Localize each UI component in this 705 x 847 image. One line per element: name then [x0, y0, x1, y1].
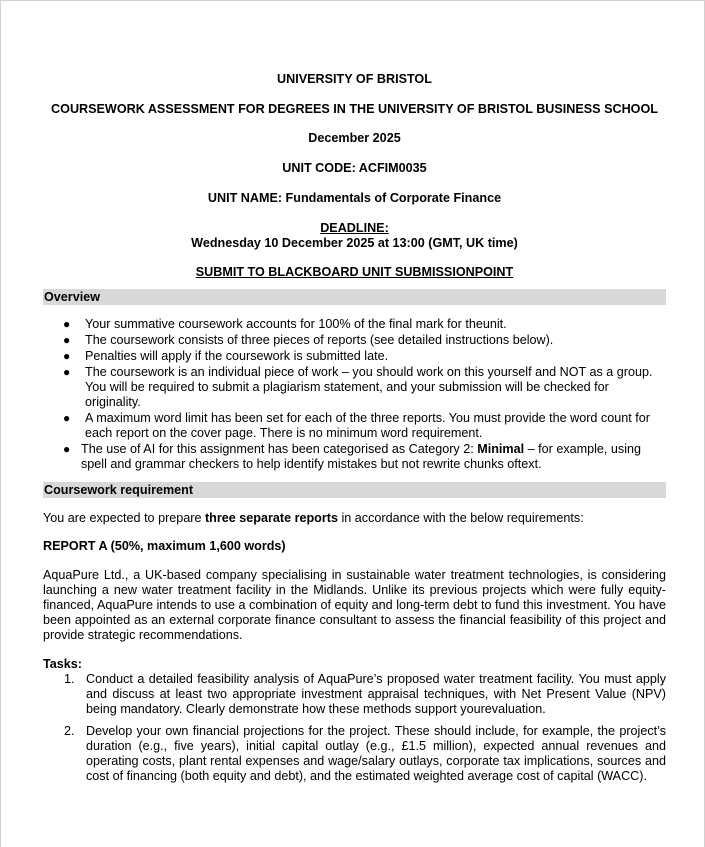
task-number: 1. — [64, 672, 75, 686]
ai-text-after: – for example, using spell and grammar checkers to help identify mistakes but not rewrite chunks oftext. — [81, 442, 642, 471]
submit-instruction — [43, 265, 666, 280]
assessment-title: COURSEWORK ASSESSMENT FOR DEGREES IN THE UNIVERSITY OF BRISTOL BUSINESS SCHOOL — [51, 102, 658, 116]
document-page — [43, 72, 666, 784]
unit-code: UNIT CODE: ACFIM0035 — [282, 161, 427, 175]
bullet-text: Penalties will apply if the coursework is submitted late. — [85, 349, 389, 363]
task-text: Conduct a detailed feasibility analysis of AquaPure’s proposed water treatment facility. You must apply and discuss at least two appropriate investment appraisal techniques, with Net Present Value (NPV) being mandatory. Clearly demonstrate how these methods support yourevaluation. — [86, 672, 666, 716]
assessment-date: December 2025 — [308, 131, 401, 145]
bullet-icon: ● — [63, 349, 71, 363]
ai-category-bold: Minimal — [477, 442, 525, 456]
requirement-heading: Coursework requirement — [43, 482, 666, 498]
overview-bullet — [43, 349, 666, 364]
expected-before: You are expected to prepare — [43, 511, 205, 525]
bullet-icon: ● — [63, 317, 71, 331]
page-border-top — [0, 0, 705, 1]
bullet-icon: ● — [63, 365, 71, 379]
report-a-intro: AquaPure Ltd., a UK-based company specialising in sustainable water treatment technologies, is considering launching a new water treatment facility in the Midlands. Unlike its previous projects which were fully equity-financed, AquaPure intends to use a combination of equity and long-term debt to fund this investment. You have been appointed as an external corporate finance consultant to assess the financial feasibility of this project and provide strategic recommendations. — [43, 568, 666, 642]
overview-bullet-ai — [43, 442, 666, 472]
bullet-icon: ● — [63, 411, 71, 425]
deadline-label — [43, 221, 666, 236]
page-border-left — [0, 0, 1, 847]
bullet-text: The coursework consists of three pieces of reports (see detailed instructions below). — [85, 333, 554, 347]
submit-instruction-text: SUBMIT TO BLACKBOARD UNIT SUBMISSIONPOINT — [195, 265, 514, 279]
expected-bold: three separate reports — [204, 511, 338, 525]
overview-bullet — [43, 333, 666, 348]
overview-heading: Overview — [43, 289, 666, 305]
deadline-date: Wednesday 10 December 2025 at 13:00 (GMT, UK time) — [191, 236, 518, 250]
overview-bullet — [43, 317, 666, 332]
expected-after: in accordance with the below requirements: — [337, 511, 584, 525]
bullet-text: The coursework is an individual piece of work – you should work on this yourself and NOT as a group. You will be required to submit a plagiarism statement, and your submission will be checked for originality. — [85, 365, 653, 409]
bullet-icon: ● — [63, 333, 71, 347]
university-title: UNIVERSITY OF BRISTOL — [277, 72, 432, 86]
bullet-text: A maximum word limit has been set for each of the three reports. You must provide the word count for each report on the cover page. There is no minimum word requirement. — [85, 411, 650, 440]
report-a-title: REPORT A (50%, maximum 1,600 words) — [43, 539, 286, 553]
overview-bullet — [43, 411, 666, 441]
overview-bullet — [43, 365, 666, 410]
tasks-label: Tasks: — [43, 657, 82, 671]
task-item — [43, 672, 666, 717]
deadline-label-text: DEADLINE: — [320, 221, 389, 235]
expected-paragraph — [43, 511, 666, 526]
unit-name: UNIT NAME: Fundamentals of Corporate Finance — [207, 191, 502, 205]
overview-list — [43, 317, 666, 472]
task-number: 2. — [64, 724, 75, 738]
tasks-list — [43, 672, 666, 784]
task-item — [43, 724, 666, 784]
bullet-text: Your summative coursework accounts for 100% of the final mark for theunit. — [85, 317, 507, 331]
bullet-icon: ● — [63, 442, 71, 456]
task-text: Develop your own financial projections for the project. These should include, for example, the project’s duration (e.g., five years), initial capital outlay (e.g., £1.5 million), expected annual revenues and operating costs, plant rental expenses and wage/salary outlays, corporate tax implications, sources and cost of financing (both equity and debt), and the estimated weighted average cost of capital (WACC). — [86, 724, 666, 783]
ai-text-before: The use of AI for this assignment has been categorised as Category 2: — [81, 442, 478, 456]
